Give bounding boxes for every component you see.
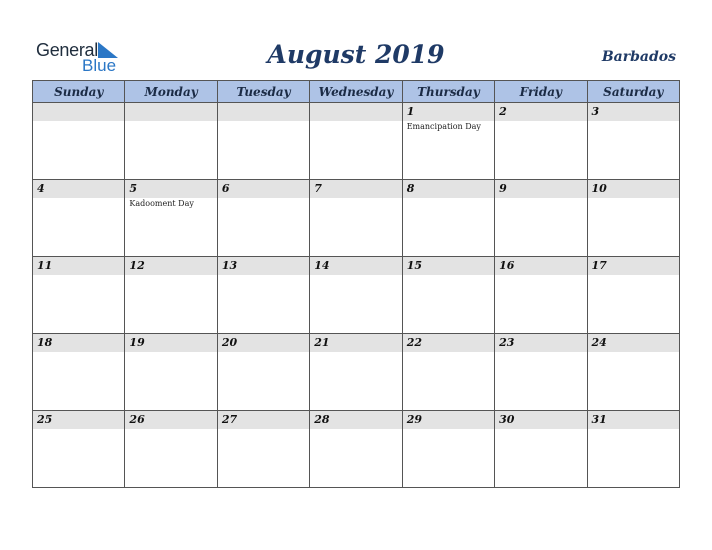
day-number-bar [218, 334, 309, 352]
day-number: 22 [406, 336, 422, 349]
holiday-label [310, 352, 401, 353]
holiday-label [218, 121, 309, 122]
day-number: 20 [221, 336, 238, 349]
day-number: 8 [406, 182, 415, 195]
day-number: 17 [591, 259, 607, 272]
day-number: 14 [314, 259, 330, 272]
day-number-bar [495, 411, 586, 429]
day-number-bar [403, 411, 494, 429]
day-number-bar [403, 103, 494, 121]
day-cell [125, 180, 217, 257]
day-cell [217, 103, 309, 180]
holiday-label [495, 275, 586, 276]
day-number-bar [403, 334, 494, 352]
day-number-bar [588, 411, 679, 429]
day-number: 23 [499, 336, 515, 349]
day-cell [33, 334, 125, 411]
day-cell [587, 180, 679, 257]
weekday-header: Wednesday [310, 81, 402, 103]
day-cell [217, 257, 309, 334]
day-number: 25 [37, 413, 53, 426]
day-number-bar [33, 180, 124, 198]
day-number: 6 [221, 182, 230, 195]
weekday-header: Thursday [402, 81, 494, 103]
holiday-label [310, 429, 401, 430]
weekday-header: Sunday [33, 81, 125, 103]
day-number-bar [218, 180, 309, 198]
day-number-bar [310, 103, 401, 121]
day-cell [587, 103, 679, 180]
country-label: Barbados [601, 49, 676, 65]
day-cell [402, 180, 494, 257]
holiday-label [218, 352, 309, 353]
holiday-label [403, 198, 494, 199]
day-number: 15 [406, 259, 422, 272]
day-cell [402, 103, 494, 180]
day-number-bar [495, 180, 586, 198]
holiday-label [125, 352, 216, 353]
day-number-bar [125, 103, 216, 121]
day-number: 24 [591, 336, 607, 349]
day-cell [495, 257, 587, 334]
day-cell [495, 180, 587, 257]
day-number-bar [588, 180, 679, 198]
day-cell [125, 411, 217, 488]
holiday-label [33, 198, 124, 199]
holiday-label [33, 352, 124, 353]
week-row [33, 411, 680, 488]
holiday-label [495, 121, 586, 122]
day-number: 19 [129, 336, 145, 349]
day-number-bar [310, 180, 401, 198]
day-number: 5 [129, 182, 138, 195]
day-number-bar [33, 257, 124, 275]
week-row [33, 334, 680, 411]
calendar-grid [32, 80, 680, 488]
day-number-bar [218, 257, 309, 275]
day-number: 9 [499, 182, 507, 195]
holiday-label [588, 121, 679, 122]
holiday-label [33, 121, 124, 122]
day-number: 4 [37, 182, 45, 195]
day-cell [33, 180, 125, 257]
day-cell [587, 334, 679, 411]
day-cell [217, 411, 309, 488]
day-number: 29 [406, 413, 422, 426]
holiday-label [588, 352, 679, 353]
day-number-bar [218, 103, 309, 121]
holiday-label [495, 198, 586, 199]
day-number: 31 [591, 413, 607, 426]
day-cell [310, 334, 402, 411]
holiday-label [588, 198, 679, 199]
day-number-bar [125, 257, 216, 275]
day-number-bar [33, 411, 124, 429]
holiday-label [495, 352, 586, 353]
weekday-header: Monday [125, 81, 217, 103]
weekday-header: Friday [495, 81, 587, 103]
day-cell [495, 334, 587, 411]
day-number-bar [33, 103, 124, 121]
holiday-label [310, 121, 401, 122]
day-number-bar [403, 257, 494, 275]
day-cell [217, 334, 309, 411]
logo-general-text: General [36, 40, 98, 60]
weekday-header: Saturday [587, 81, 679, 103]
holiday-label [125, 275, 216, 276]
day-number-bar [125, 411, 216, 429]
day-number-bar [310, 411, 401, 429]
holiday-label: Kadooment Day [129, 199, 194, 208]
logo-blue-text: Blue [82, 56, 117, 75]
day-number-bar [218, 411, 309, 429]
day-number: 16 [499, 259, 515, 272]
day-number-bar [125, 334, 216, 352]
day-number: 27 [221, 413, 238, 426]
day-number: 13 [221, 259, 238, 272]
day-number: 10 [591, 182, 607, 195]
day-cell [310, 257, 402, 334]
day-cell [310, 103, 402, 180]
day-number: 21 [314, 336, 330, 349]
calendar-title: August 2019 [267, 40, 445, 69]
day-cell [402, 257, 494, 334]
holiday-label [403, 352, 494, 353]
day-cell [495, 411, 587, 488]
day-cell [402, 411, 494, 488]
holiday-label [495, 429, 586, 430]
holiday-label [310, 275, 401, 276]
day-number-bar [588, 257, 679, 275]
weekday-header: Tuesday [217, 81, 309, 103]
day-number: 26 [129, 413, 145, 426]
day-cell [217, 180, 309, 257]
day-cell [402, 334, 494, 411]
holiday-label [588, 275, 679, 276]
holiday-label [218, 429, 309, 430]
day-cell [310, 180, 402, 257]
day-number: 7 [314, 182, 322, 195]
day-number-bar [33, 334, 124, 352]
holiday-label: Emancipation Day [406, 122, 481, 131]
day-cell [125, 334, 217, 411]
holiday-label [403, 429, 494, 430]
holiday-label [33, 275, 124, 276]
day-cell [310, 411, 402, 488]
day-number: 28 [314, 413, 330, 426]
holiday-label [33, 429, 124, 430]
holiday-label [125, 429, 216, 430]
day-number-bar [495, 103, 586, 121]
day-number: 2 [499, 105, 507, 118]
day-cell [495, 103, 587, 180]
day-number-bar [588, 334, 679, 352]
holiday-label [218, 275, 309, 276]
day-cell [33, 103, 125, 180]
holiday-label [310, 198, 401, 199]
holiday-label [125, 121, 216, 122]
day-cell [33, 411, 125, 488]
day-number-bar [125, 180, 216, 198]
day-cell [125, 257, 217, 334]
day-cell [33, 257, 125, 334]
weekday-header-row [33, 81, 680, 103]
day-number: 18 [37, 336, 53, 349]
day-cell [125, 103, 217, 180]
week-row [33, 103, 680, 180]
day-number: 1 [406, 105, 415, 118]
day-number-bar [588, 103, 679, 121]
holiday-label [588, 429, 679, 430]
holiday-label [403, 275, 494, 276]
day-number-bar [495, 334, 586, 352]
day-number: 30 [499, 413, 515, 426]
day-number: 12 [129, 259, 145, 272]
day-number-bar [403, 180, 494, 198]
day-number-bar [495, 257, 586, 275]
day-cell [587, 411, 679, 488]
week-row [33, 257, 680, 334]
day-number-bar [310, 334, 401, 352]
day-number: 3 [591, 105, 600, 118]
week-row [33, 180, 680, 257]
day-cell [587, 257, 679, 334]
holiday-label [218, 198, 309, 199]
day-number: 11 [37, 259, 53, 272]
day-number-bar [310, 257, 401, 275]
